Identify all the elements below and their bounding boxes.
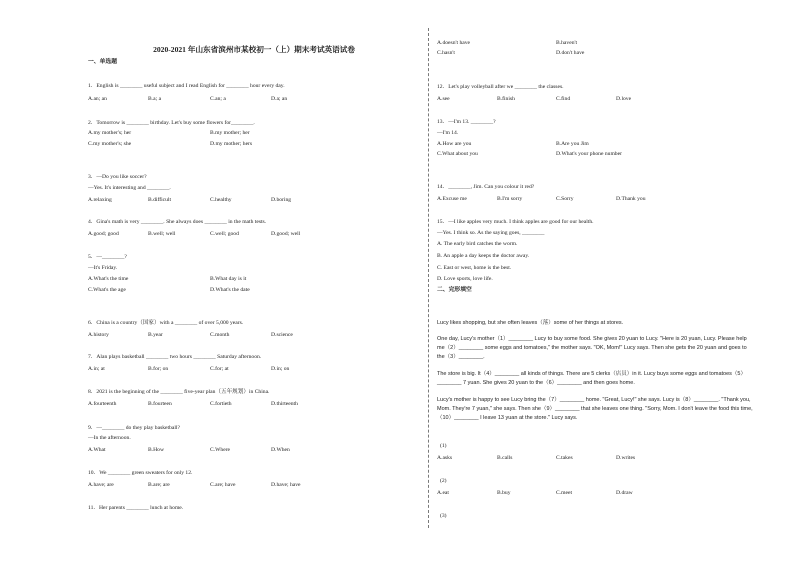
cloze-1-option-a[interactable]: A.asks [437, 455, 453, 461]
q6-option-b[interactable]: B.year [148, 332, 163, 338]
q6-option-d[interactable]: D.science [271, 332, 293, 338]
question-9: 9．—________ do they play basketball? [88, 425, 180, 431]
q8-option-c[interactable]: C.fortieth [210, 401, 232, 407]
q1-option-a[interactable]: A.an; an [88, 96, 107, 102]
question-1: 1．English is ________ useful subject and I read English for ________ hour every day. [88, 83, 285, 89]
left-column [88, 0, 420, 562]
cloze-paragraph-3: The store is big. It（4）________ all kinds of things. There are 5 clerks（店员）in it. Lucy buys some eggs and tomatoes（5）________ 7 yuan. She gives 20 yuan to the（6）________ and then goes home. [437, 371, 746, 386]
q8-option-a[interactable]: A.fourteenth [88, 401, 117, 407]
q2-option-c[interactable]: C.my mother's; she [88, 141, 132, 147]
q13-option-d[interactable]: D.What's your phone number [556, 151, 622, 157]
cloze-paragraph-4: Lucy's mother is happy to see Lucy bring the（7）________ home. "Great, Lucy!" she says. Lucy is（8）________. "Thank you, Mom. They're 7 yuan," she says. Then she（9）________ that she leaves one thing. "Sorry, Mom. I don't leave the food this time,（10）________ I leave 13 yuan at the store." Lucy says. [437, 397, 753, 421]
q14-option-d[interactable]: D.Thank you [616, 196, 646, 202]
question-13-line-2: —I'm 14. [437, 130, 459, 136]
cloze-1-option-b[interactable]: B.calls [497, 455, 513, 461]
q3-option-c[interactable]: C.healthy [210, 197, 232, 203]
q14-option-b[interactable]: B.I'm sorry [497, 196, 523, 202]
q12-option-c[interactable]: C.find [556, 96, 571, 102]
question-5: 5．—________? [88, 254, 127, 260]
q2-option-a[interactable]: A.my mother's; her [88, 130, 132, 136]
question-15: 15．—I like apples very much. I think apples are good for our health. [437, 219, 594, 225]
q11-option-d[interactable]: D.don't have [556, 50, 585, 56]
q7-option-d[interactable]: D.in; on [271, 366, 290, 372]
question-10: 10．We ________ green sweaters for only 12. [88, 470, 193, 476]
q8-option-b[interactable]: B.fourteen [148, 401, 172, 407]
column-divider [428, 28, 429, 528]
q14-option-c[interactable]: C.Sorry [556, 196, 574, 202]
q6-option-c[interactable]: C.month [210, 332, 230, 338]
q11-option-a[interactable]: A.doesn't have [437, 40, 471, 46]
cloze-item-3-number: (3) [440, 513, 447, 519]
q3-option-b[interactable]: B.difficult [148, 197, 172, 203]
q5-option-c[interactable]: C.What's the age [88, 287, 126, 293]
q4-option-b[interactable]: B.well; well [148, 231, 176, 237]
q6-option-a[interactable]: A.history [88, 332, 109, 338]
q15-option-b[interactable]: B. An apple a day keeps the doctor away. [437, 253, 530, 259]
q9-option-d[interactable]: D.When [271, 447, 290, 453]
q11-option-b[interactable]: B.haven't [556, 40, 578, 46]
cloze-2-option-d[interactable]: D.draw [616, 490, 633, 496]
cloze-2-option-b[interactable]: B.buy [497, 490, 511, 496]
q13-option-c[interactable]: C.What about you [437, 151, 478, 157]
q5-option-d[interactable]: D.What's the date [210, 287, 250, 293]
question-6: 6．China is a country（国家）with a ________ of over 5,000 years. [88, 320, 244, 326]
question-3: 3．—Do you like soccer? [88, 174, 147, 180]
q4-option-d[interactable]: D.good; well [271, 231, 301, 237]
q15-option-d[interactable]: D. Love sports, love life. [437, 276, 493, 282]
q9-option-b[interactable]: B.How [148, 447, 165, 453]
q10-option-c[interactable]: C.are; have [210, 482, 236, 488]
q13-option-b[interactable]: B.Are you Jim [556, 141, 589, 147]
question-15-line-2: —Yes. I think so. As the saying goes, ________ [437, 230, 545, 236]
question-9-line-2: —In the afternoon. [88, 435, 131, 441]
section-heading-cloze: 二、完形填空 [437, 287, 472, 293]
cloze-2-option-a[interactable]: A.eat [437, 490, 449, 496]
q3-option-a[interactable]: A.relaxing [88, 197, 112, 203]
q5-option-a[interactable]: A.What's the time [88, 276, 129, 282]
q9-option-a[interactable]: A.What [88, 447, 106, 453]
q1-option-b[interactable]: B.a; a [148, 96, 162, 102]
q15-option-c[interactable]: C. East or west, home is the best. [437, 265, 512, 271]
question-5-line-2: —It's Friday. [88, 265, 118, 271]
question-4: 4．Gina's math is very ________. She always does ________ in the math tests. [88, 219, 267, 225]
question-14: 14．________, Jim. Can you colour it red? [437, 184, 535, 190]
cloze-paragraph-1: Lucy likes shopping, but she often leaves（落）some of her things at stores. [437, 320, 624, 326]
q2-option-d[interactable]: D.my mother; hers [210, 141, 253, 147]
question-12: 12．Let's play volleyball after we ________ the classes. [437, 84, 564, 90]
question-2: 2．Tomorrow is ________ birthday. Let's buy some flowers for________. [88, 120, 255, 126]
q7-option-b[interactable]: B.for; on [148, 366, 169, 372]
q3-option-d[interactable]: D.boring [271, 197, 292, 203]
q10-option-d[interactable]: D.have; have [271, 482, 301, 488]
q9-option-c[interactable]: C.Where [210, 447, 231, 453]
q12-option-b[interactable]: B.finish [497, 96, 515, 102]
q10-option-b[interactable]: B.are; are [148, 482, 170, 488]
q13-option-a[interactable]: A.How are you [437, 141, 472, 147]
cloze-1-option-d[interactable]: D.writes [616, 455, 636, 461]
page-title: 2020-2021 年山东省滨州市某校初一（上）期末考试英语试卷 [153, 45, 355, 54]
q5-option-b[interactable]: B.What day is it [210, 276, 247, 282]
cloze-item-2-number: (2) [440, 478, 447, 484]
question-7: 7．Alan plays basketball ________ two hours ________ Saturday afternoon. [88, 354, 262, 360]
q8-option-d[interactable]: D.thirteenth [271, 401, 298, 407]
q4-option-a[interactable]: A.good; good [88, 231, 119, 237]
cloze-1-option-c[interactable]: C.takes [556, 455, 573, 461]
question-8: 8．2021 is the beginning of the ________ five-year plan（五年规划）in China. [88, 389, 270, 395]
question-11: 11．Her parents ________ lunch at home. [88, 505, 184, 511]
q12-option-a[interactable]: A.see [437, 96, 450, 102]
q7-option-c[interactable]: C.for; at [210, 366, 229, 372]
q4-option-c[interactable]: C.well; good [210, 231, 239, 237]
q12-option-d[interactable]: D.love [616, 96, 632, 102]
q1-option-c[interactable]: C.an; a [210, 96, 226, 102]
q15-option-a[interactable]: A. The early bird catches the worm. [437, 241, 518, 247]
question-13: 13．—I'm 13. ________? [437, 119, 496, 125]
q1-option-d[interactable]: D.a; an [271, 96, 288, 102]
q2-option-b[interactable]: B.my mother; her [210, 130, 250, 136]
section-heading-single-choice: 一、单选题 [88, 59, 117, 65]
q10-option-a[interactable]: A.have; are [88, 482, 114, 488]
cloze-item-1-number: (1) [440, 443, 447, 449]
right-column [437, 0, 753, 562]
question-3-line-2: —Yes. It's interesting and ________. [88, 185, 171, 191]
q11-option-c[interactable]: C.hasn't [437, 50, 455, 56]
cloze-2-option-c[interactable]: C.meet [556, 490, 573, 496]
q14-option-a[interactable]: A.Excuse me [437, 196, 467, 202]
cloze-paragraph-2: One day, Lucy's mother（1）________ Lucy to buy some food. She gives 20 yuan to Lucy. "Here is 20 yuan, Lucy. Please help me（2）________ some eggs and tomatoes," the mother says. "OK, Mom!" Lucy says. Then she gets the 20 yuan and goes to the（3）________. [437, 336, 747, 360]
q7-option-a[interactable]: A.in; at [88, 366, 105, 372]
